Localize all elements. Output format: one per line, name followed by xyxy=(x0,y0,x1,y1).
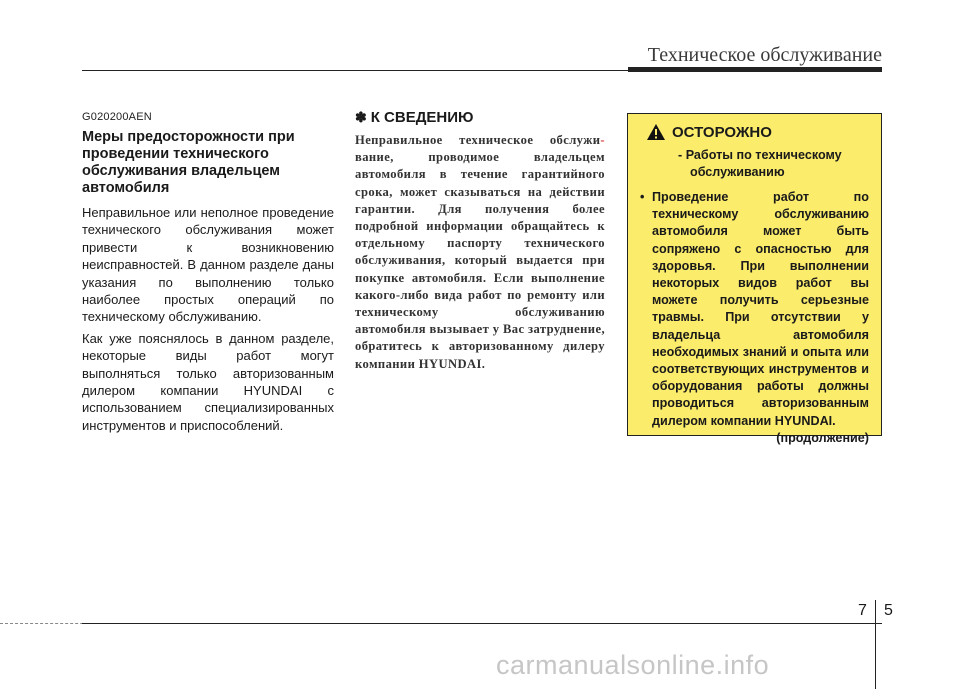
section-code: G020200AEN xyxy=(82,111,152,123)
footer-divider xyxy=(875,600,876,689)
section-heading: Меры предосторожности при проведении технического обслуживания владельцем автомобиля xyxy=(82,129,295,196)
info-body xyxy=(355,132,605,373)
header-rule-accent xyxy=(628,67,882,72)
warning-title-text: ОСТОРОЖНО xyxy=(672,123,772,141)
left-column xyxy=(82,111,334,438)
info-heading-text: К СВЕДЕНИЮ xyxy=(370,109,474,126)
paragraph-1: Неправильное или неполное проведение технического обслуживания может привести к возникновению неисправностей. В данном разделе даны указания по выполнению только наиболее простых операций по техническому обслуживанию. xyxy=(82,205,334,325)
page-header-title: Техническое обслуживание xyxy=(647,44,882,66)
chapter-number: 7 xyxy=(858,602,867,619)
paragraph-2: Как уже пояснялось в данном разделе, некоторые виды работ могут выполняться только авторизованным дилером компании HYUNDAI с использованием специализированных инструментов и приспособлений. xyxy=(82,330,334,433)
info-heading xyxy=(355,109,605,126)
warning-subtitle-line1: - Работы по техническому xyxy=(678,148,842,162)
warning-bullet-item xyxy=(640,189,869,430)
page-number: 5 xyxy=(884,602,893,619)
bullet-icon: • xyxy=(640,190,645,204)
continued-label: (продолжение) xyxy=(776,430,869,445)
info-body-rest: вание, проводимое владельцем автомобиля в течение гарантийного срока, может сказываться на действии гарантии. Для получения более подробной информации обращайтесь к отдельному паспорту технического обслуживания, который выдается при покупке автомобиля. Если выполнение какого-либо вида работ по ремонту или техническому обслуживанию автомобиля вызывает у Вас затруднение, обратитесь к авторизованному дилеру компании HYUNDAI. xyxy=(355,150,605,371)
warning-box xyxy=(627,113,882,445)
asterisk-icon: ✽ xyxy=(355,109,367,125)
warning-subtitle-line2: обслуживанию xyxy=(690,165,785,179)
warning-triangle-icon xyxy=(646,123,666,141)
info-note xyxy=(355,109,605,373)
warning-subtitle xyxy=(640,147,869,181)
warning-title xyxy=(646,123,869,141)
footer-rule xyxy=(82,623,882,624)
hyphen-mark: - xyxy=(600,133,605,147)
info-body-start: Неправильное техническое обслужи xyxy=(355,133,601,147)
warning-text: Проведение работ по техническому обслуживанию автомобиля может быть сопряжено с опасностью для здоровья. При выполнении некоторых видов работ вы можете получить серьезные травмы. При отсутствии у владельца автомобиля необходимых знаний и опыта или соответствующих инструментов и оборудования работы должны проводиться авторизованным дилером компании HYUNDAI. xyxy=(652,190,869,428)
watermark: carmanualsonline.info xyxy=(496,650,770,680)
